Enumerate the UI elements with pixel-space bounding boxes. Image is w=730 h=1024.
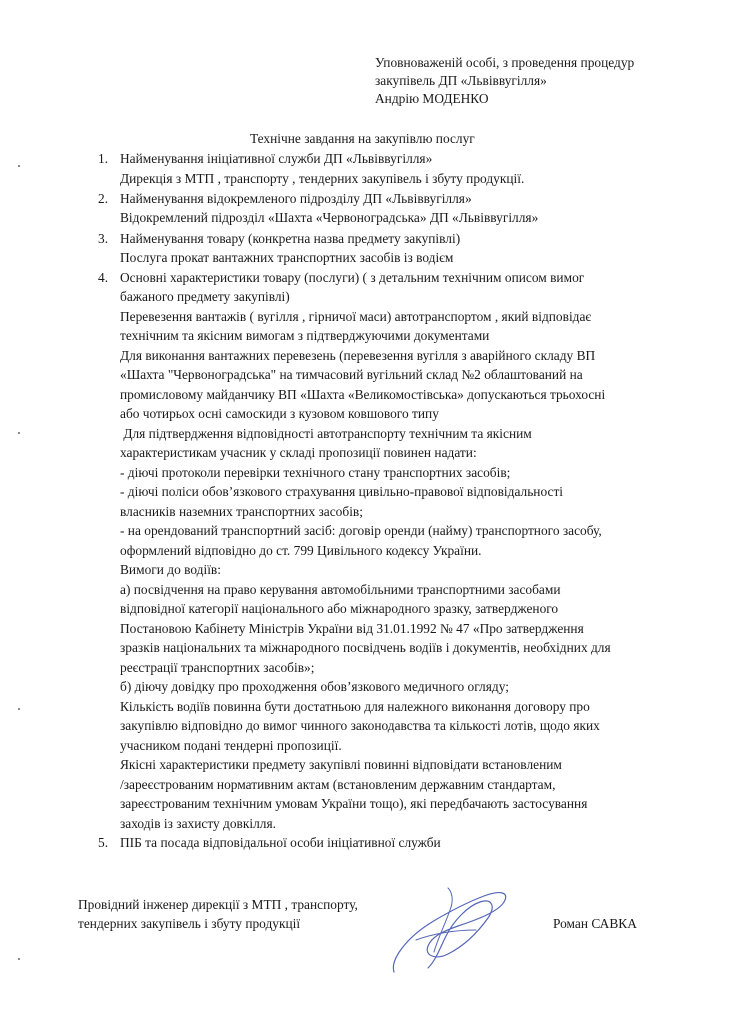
requirement-item: власників наземних транспортних засобів; bbox=[120, 504, 363, 519]
driver-requirement-item: зразків національних та міжнародного посвідчень водіїв і документів, необхідних для bbox=[120, 640, 611, 655]
addressee-line: Уповноваженій особі, з проведення процедур bbox=[375, 55, 635, 70]
section-heading: Найменування ініціативної служби ДП «Львіввугілля» bbox=[120, 151, 433, 166]
margin-mark bbox=[18, 708, 20, 710]
section-text: Для виконання вантажних перевезень (перевезення вугілля з аварійного складу ВП bbox=[120, 348, 596, 363]
signatory-position: тендерних закупівель і збуту продукції bbox=[78, 916, 301, 931]
addressee-line: закупівель ДП «Львіввугілля» bbox=[375, 73, 547, 88]
margin-mark bbox=[18, 165, 20, 167]
signatory-position: Провідний інженер дирекції з МТП , транспорту, bbox=[78, 897, 358, 912]
drivers-requirements-heading: Вимоги до водіїв: bbox=[120, 562, 221, 577]
section-text: промисловому майданчику ВП «Шахта «Великомостівська» допускаються трьохосні bbox=[120, 387, 606, 402]
section-text: характеристикам учасник у складі пропозиції повинен надати: bbox=[120, 445, 477, 460]
section-heading: ПІБ та посада відповідальної особи ініціативної служби bbox=[120, 835, 441, 850]
section-text: або чотирьох осні самоскиди з кузовом ковшового типу bbox=[120, 406, 439, 421]
section-text: Якісні характеристики предмету закупівлі повинні відповідати встановленим bbox=[120, 757, 562, 772]
driver-requirement-item: відповідної категорії національного або міжнародного зразку, затвердженого bbox=[120, 601, 559, 616]
section-number: 2. bbox=[98, 191, 109, 206]
addressee-name: Андрію МОДЕНКО bbox=[375, 91, 489, 106]
section-text: Кількість водіїв повинна бути достатньою для належного виконання договору про bbox=[120, 699, 590, 714]
section-text: Перевезення вантажів ( вугілля , гірничої маси) автотранспортом , який відповідає bbox=[120, 309, 592, 324]
document-title: Технічне завдання на закупівлю послуг bbox=[250, 131, 475, 146]
section-text: заходів із захисту довкілля. bbox=[120, 816, 276, 831]
driver-requirement-item: Постановою Кабінету Міністрів України від 31.01.1992 № 47 «Про затвердження bbox=[120, 621, 584, 636]
section-text: технічним та якісним вимогам з підтверджуючими документами bbox=[120, 328, 490, 343]
section-text: Послуга прокат вантажних транспортних засобів із водієм bbox=[120, 250, 454, 265]
driver-requirement-item: реєстрації транспортних засобів»; bbox=[120, 660, 315, 675]
requirement-item: - діючі протоколи перевірки технічного стану транспортних засобів; bbox=[120, 465, 511, 480]
requirement-item: - на орендований транспортний засіб: договір оренди (найму) транспортного засобу, bbox=[120, 523, 602, 538]
section-heading: Найменування відокремленого підрозділу ДП «Львіввугілля» bbox=[120, 191, 472, 206]
margin-mark bbox=[18, 958, 20, 960]
section-text: «Шахта "Червоноградська" на тимчасовий вугільний склад №2 облаштований на bbox=[120, 367, 583, 382]
section-heading: Найменування товару (конкретна назва предмету закупівлі) bbox=[120, 231, 461, 246]
section-text: Для підтвердження відповідності автотранспорту технічним та якісним bbox=[120, 426, 532, 441]
driver-requirement-item: а) посвідчення на право керування автомобільними транспортними засобами bbox=[120, 582, 561, 597]
section-heading: Основні характеристики товару (послуги) ( з детальним технічним описом вимог bbox=[120, 270, 585, 285]
driver-requirement-item: б) діючу довідку про проходження обов’язкового медичного огляду; bbox=[120, 679, 509, 694]
section-number: 5. bbox=[98, 835, 109, 850]
section-number: 4. bbox=[98, 270, 109, 285]
margin-mark bbox=[18, 432, 20, 434]
requirement-item: - діючі поліси обов’язкового страхування цивільно-правової відповідальності bbox=[120, 484, 564, 499]
section-text: закупівлю відповідно до вимог чинного законодавства та кількості лотів, щодо яких bbox=[120, 718, 600, 733]
handwritten-signature bbox=[388, 880, 518, 980]
section-text: Дирекція з МТП , транспорту , тендерних закупівель і збуту продукції. bbox=[120, 171, 525, 186]
section-number: 1. bbox=[98, 151, 109, 166]
section-text: бажаного предмету закупівлі) bbox=[120, 289, 290, 304]
signatory-name: Роман САВКА bbox=[553, 916, 637, 931]
section-text: /зареєстрованим нормативним актам (встановленим державним стандартам, bbox=[120, 777, 556, 792]
section-text: зареєстрованим технічним умовам України тощо), які передбачають застосування bbox=[120, 796, 588, 811]
section-text: учасником подані тендерні пропозиції. bbox=[120, 738, 342, 753]
section-number: 3. bbox=[98, 231, 109, 246]
requirement-item: оформлений відповідно до ст. 799 Цивільного кодексу України. bbox=[120, 543, 482, 558]
section-text: Відокремлений підрозділ «Шахта «Червоноградська» ДП «Львіввугілля» bbox=[120, 210, 539, 225]
